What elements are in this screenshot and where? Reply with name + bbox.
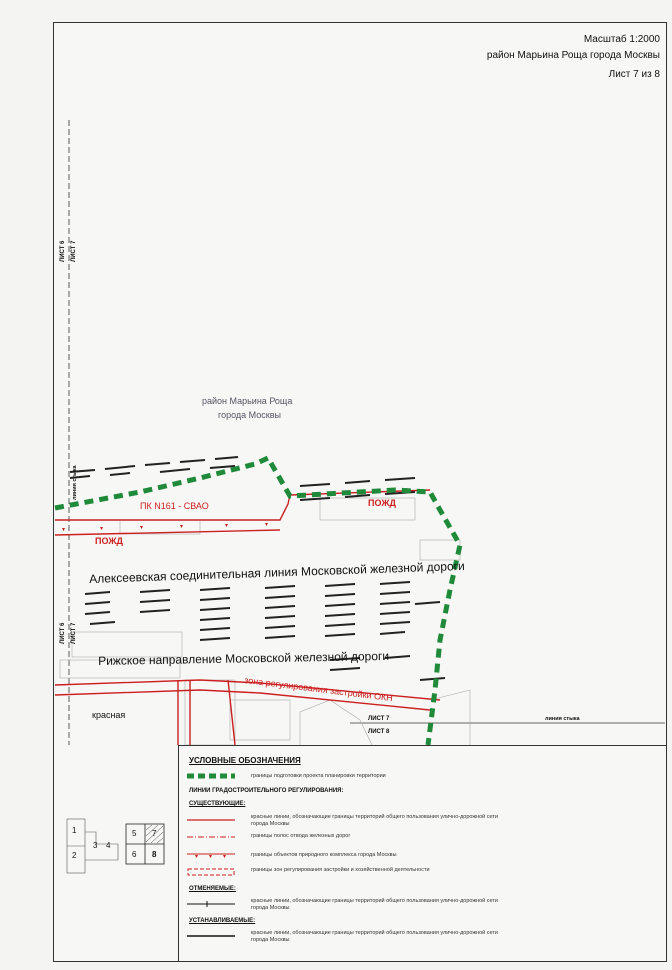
legend-sample-boundary [187,772,235,780]
scale-label: Масштаб 1:2000 [583,34,660,45]
legend-sample-rail [187,833,235,841]
key-cell-2: 2 [72,851,77,860]
key-cell-1: 1 [72,826,77,835]
sheet-7-label-mid: ЛИСТ 7 [71,622,77,644]
key-cell-3: 3 [93,841,98,850]
district-map-label-1: район Марьина Роща [202,396,293,406]
legend-panel [178,745,666,961]
legend-cancelled-header: ОТМЕНЯЕМЫЕ: [189,886,236,892]
legend-text-zone: границы зон регулирования застройки и хозяйственной деятельности [251,867,430,873]
key-cell-8: 8 [152,850,157,859]
junction-label-horizontal: линия стыка [545,716,580,722]
sheet-6-label-top: ЛИСТ 6 [60,240,66,262]
pk-label: ПК N161 - СВАО [140,501,209,511]
legend-sample-zone [187,868,235,876]
district-title: район Марьина Роща города Москвы [486,50,660,61]
legend-text-cancelled: красные линии, обозначающие границы территорий общего пользования улично-дорожной сети города Москвы [251,898,498,911]
key-cell-6: 6 [132,850,137,859]
legend-section-lines: ЛИНИИ ГРАДОСТРОИТЕЛЬНОГО РЕГУЛИРОВАНИЯ: [189,788,344,794]
nature-boundary-markers [62,523,268,531]
key-cell-4: 4 [106,841,111,850]
legend-existing-header: СУЩЕСТВУЮЩИЕ: [189,801,246,807]
pozhd-label-left: ПОЖД [95,536,123,546]
legend-text-established: красные линии, обозначающие границы территорий общего пользования улично-дорожной сети города Москвы [251,930,498,943]
legend-sample-cancelled [187,900,235,908]
sheet-7-label-top: ЛИСТ 7 [71,240,77,262]
junction-label-vertical: линия стыка [72,465,78,500]
legend-text-nature: границы объектов природного комплекса города Москвы [251,852,397,858]
sheet-7-label-bottom: ЛИСТ 7 [368,716,390,722]
red-lines [55,490,440,745]
sheet-key-map [66,818,170,874]
pozhd-label-right: ПОЖД [368,498,396,508]
sheet-6-label-mid: ЛИСТ 6 [60,622,66,644]
street-label-krasnaya: красная [92,710,126,720]
key-cell-5: 5 [132,829,137,838]
legend-text-boundary: границы подготовки проекта планировки территории [251,773,386,779]
legend-title: УСЛОВНЫЕ ОБОЗНАЧЕНИЯ [189,756,301,765]
planning-boundary [55,458,460,745]
legend-sample-nature [187,852,235,860]
sheet-number: Лист 7 из 8 [608,69,660,80]
legend-text-existing-red: красные линии, обозначающие границы территорий общего пользования улично-дорожной сети города Москвы [251,814,498,827]
zone-label: зона регулирования застройки ОКН [243,675,394,704]
key-cell-7: 7 [152,829,157,838]
railway-label-alekseevskaya: Алексеевская соединительная линия Московской железной дороги [89,558,465,586]
railway-label-rizhskoe: Рижское направление Московской железной дороги [98,648,390,668]
sheet-8-label-bottom: ЛИСТ 8 [368,729,390,735]
legend-text-rail: границы полос отвода железных дорог [251,833,351,839]
legend-established-header: УСТАНАВЛИВАЕМЫЕ: [189,918,256,924]
legend-sample-existing-red [187,816,235,824]
district-map-label-2: города Москвы [218,410,281,420]
legend-sample-established [187,932,235,940]
